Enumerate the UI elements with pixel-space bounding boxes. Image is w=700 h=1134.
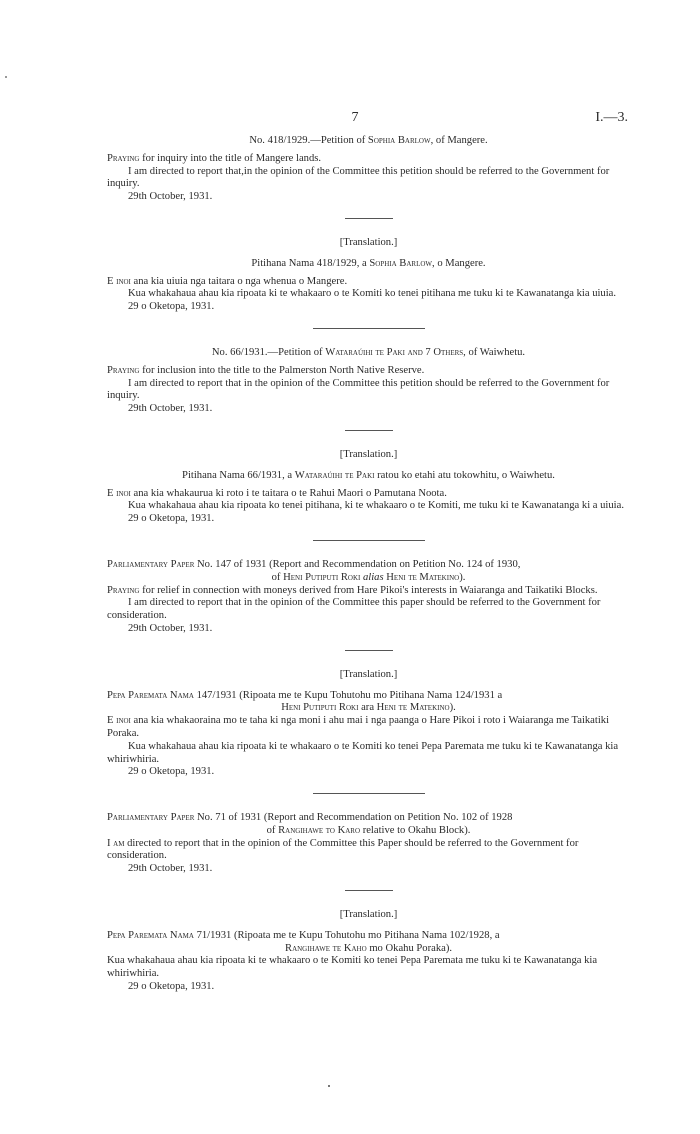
section-divider xyxy=(313,540,425,541)
petition-title xyxy=(107,347,630,360)
petitioner-name: Heni te Matekino xyxy=(376,702,450,714)
scan-speck xyxy=(328,1085,330,1087)
lead-word: Parliamentary Paper xyxy=(107,812,195,824)
report-date: 29th October, 1931. xyxy=(128,191,213,203)
report-line: Kua whakahaua ahau kia ripoata ki te whakaaro o te Komiti ko tenei Pepa Paremata me tuku ki te Kawanatanga kia whiriwhiria. xyxy=(107,955,598,980)
title-text: ). xyxy=(459,571,466,583)
lead-word: E inoi xyxy=(107,487,131,499)
series-code: I.—3. xyxy=(595,110,628,125)
prayer-text: ana kia whakaoraina mo te taha ki nga moni i ahu mai i nga paanga o Hare Pikoi i roto i Waiaranga me Taikatiki Poraka. xyxy=(107,715,610,739)
petitioner-name: Wataraúihi te Paki xyxy=(294,469,375,481)
title-text: ). xyxy=(449,702,456,714)
translation-section xyxy=(107,449,630,526)
section-divider xyxy=(345,890,393,891)
page-number: 7 xyxy=(351,110,359,125)
paper-title-line xyxy=(107,825,630,838)
report-line: I am directed to report that in the opinion of the Committee this paper should be referred to the Government for consideration. xyxy=(107,597,601,622)
petitioner-name: Heni Putiputi Roki xyxy=(283,571,361,583)
report-line: I am directed to report that,in the opinion of the Committee this petition should be referred to the Government for inquiry. xyxy=(107,165,610,190)
section-divider xyxy=(313,328,425,329)
paper-section xyxy=(107,559,630,636)
translation-section xyxy=(107,669,630,779)
lead-word: Pepa Paremata Nama xyxy=(107,689,194,701)
translation-label: [Translation.] xyxy=(339,236,398,248)
prayer-text: ana kia uiuia nga taitara o nga whenua o Mangere. xyxy=(130,275,348,287)
report-date: 29 o Oketopa, 1931. xyxy=(128,981,215,993)
petition-title xyxy=(107,135,630,148)
lead-word: Praying xyxy=(107,584,140,596)
title-text: 147/1931 (Ripoata me te Kupu Tohutohu mo Pitihana Nama 124/1931 a xyxy=(193,689,503,701)
title-text: , of Mangere. xyxy=(430,135,488,146)
petitioner-name: Sophia Barlow xyxy=(367,135,431,146)
title-text: ratou ko etahi atu tokowhitu, o Waiwhetu. xyxy=(374,469,555,481)
translation-label: [Translation.] xyxy=(339,668,398,680)
paper-title-line xyxy=(107,702,630,715)
petitioner-name: Sophia Barlow xyxy=(369,257,433,269)
petition-section xyxy=(107,135,630,204)
title-text: mo Okahu Poraka). xyxy=(366,942,452,954)
report-date: 29 o Oketopa, 1931. xyxy=(128,513,215,525)
report-text: directed to report that in the opinion of the Committee this Paper should be referred to the Government for consideration. xyxy=(107,837,579,862)
report-line: Kua whakahaua ahau kia ripoata ki te whakaaro o te Komiti ko tenei pitihana me tuku ki te Kawanatanga kia uiuia. xyxy=(128,288,617,300)
title-text: No. 418/1929.—Petition of xyxy=(249,135,368,146)
paper-title-line xyxy=(107,812,630,825)
translation-label: [Translation.] xyxy=(339,448,398,460)
prayer-line xyxy=(107,365,630,378)
petition-title xyxy=(107,470,630,483)
petitioner-name: Heni Putiputi Roki xyxy=(281,702,359,714)
title-text: ara xyxy=(358,702,377,714)
prayer-text: for inquiry into the title of Mangere lands. xyxy=(139,152,322,164)
title-text: Pitihana Nama 418/1929, a xyxy=(251,257,370,269)
title-text: of xyxy=(271,571,284,583)
title-text: Pitihana Nama 66/1931, a xyxy=(182,469,295,481)
scan-speck xyxy=(5,76,7,78)
prayer-text: for relief in connection with moneys derived from Hare Pikoi's interests in Waiaranga and Taikatiki Blocks. xyxy=(139,584,598,596)
petitioner-name: Rangihawe te Kaho xyxy=(285,942,367,954)
petitioner-name: Heni te Matekino xyxy=(386,571,460,583)
section-divider xyxy=(345,650,393,651)
report-line: Kua whakahaua ahau kia ripoata ko tenei pitihana, ki te whakaaro o te Komiti, me tuku ki te Kawanatanga ki a uiuia. xyxy=(128,500,624,512)
report-date: 29 o Oketopa, 1931. xyxy=(128,766,215,778)
prayer-line xyxy=(107,276,630,289)
title-text: No. 71 of 1931 (Report and Recommendation on Petition No. 102 of 1928 xyxy=(194,812,513,824)
petitioner-name: Wataraúihi te Paki and 7 Others xyxy=(325,346,464,358)
petitioner-name: Rangihawe to Karo xyxy=(278,824,361,836)
report-date: 29th October, 1931. xyxy=(128,403,213,415)
report-line xyxy=(107,838,630,864)
report-line: Kua whakahaua ahau kia ripoata ki te whakaaro o te Komiti ko tenei Pepa Paremata me tuku ki te Kawanatanga kia whiriwhiria. xyxy=(107,740,619,765)
paper-title-line xyxy=(107,559,630,572)
petition-section xyxy=(107,347,630,416)
title-text: , o Mangere. xyxy=(432,257,486,269)
title-text: No. 66/1931.—Petition of xyxy=(211,346,326,358)
title-text: of xyxy=(266,824,279,836)
report-body xyxy=(107,135,630,994)
report-date: 29th October, 1931. xyxy=(128,622,213,634)
prayer-line xyxy=(107,715,630,741)
paper-title-line xyxy=(107,690,630,703)
paper-title-line xyxy=(107,930,630,943)
petition-title xyxy=(107,258,630,271)
paper-section xyxy=(107,812,630,876)
translation-section xyxy=(107,909,630,994)
prayer-line xyxy=(107,488,630,501)
prayer-line xyxy=(107,585,630,598)
report-date: 29th October, 1931. xyxy=(128,863,213,875)
section-divider xyxy=(345,218,393,219)
prayer-text: for inclusion into the title to the Palmerston North Native Reserve. xyxy=(139,364,425,376)
report-line: I am directed to report that in the opinion of the Committee this petition should be referred to the Government for inquiry. xyxy=(107,377,610,402)
section-divider xyxy=(313,793,425,794)
title-text: relative to Okahu Block). xyxy=(360,824,471,836)
prayer-line xyxy=(107,153,630,166)
lead-word: Praying xyxy=(107,152,140,164)
lead-word: Praying xyxy=(107,364,140,376)
lead-word: E inoi xyxy=(107,715,131,727)
title-text: No. 147 of 1931 (Report and Recommendation on Petition No. 124 of 1930, xyxy=(194,558,521,570)
title-text: 71/1931 (Ripoata me te Kupu Tohutohu mo Pitihana Nama 102/1928, a xyxy=(193,929,500,941)
lead-word: Parliamentary Paper xyxy=(107,558,195,570)
lead-word: Pepa Paremata Nama xyxy=(107,929,194,941)
paper-title-line xyxy=(107,943,630,956)
paper-title-line xyxy=(107,572,630,585)
title-text: , of Waiwhetu. xyxy=(463,346,526,358)
lead-word: I am xyxy=(107,837,125,849)
translation-label: [Translation.] xyxy=(339,909,398,921)
prayer-text: ana kia whakaurua ki roto i te taitara o te Rahui Maori o Pamutana Noota. xyxy=(130,487,447,499)
lead-word: E inoi xyxy=(107,275,131,287)
translation-section xyxy=(107,237,630,314)
section-divider xyxy=(345,430,393,431)
alias-word: alias xyxy=(363,571,384,583)
report-date: 29 o Oketopa, 1931. xyxy=(128,301,215,313)
